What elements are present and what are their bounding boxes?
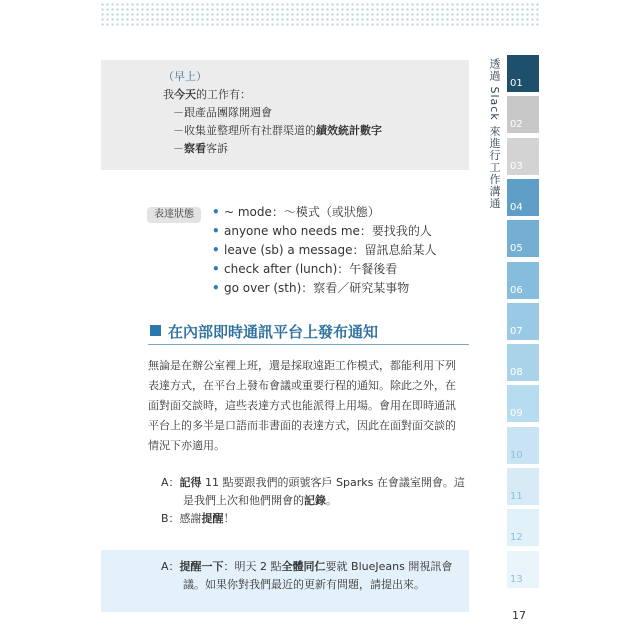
task-item: －察看客訴 — [173, 142, 228, 155]
expression-item: • check after (lunch)：午餐後看 — [212, 262, 398, 276]
chapter-tab-08[interactable] — [507, 344, 539, 381]
expression-item: • go over (sth)：察看／研究某事物 — [212, 281, 410, 295]
dialogue-box-1 — [101, 466, 469, 536]
chapter-tab-label: 06 — [510, 285, 523, 296]
chapter-title: 透過 Slack 來進行工作溝通 — [488, 58, 501, 210]
chapter-tab-02[interactable] — [507, 96, 539, 133]
chapter-tab-label: 03 — [510, 161, 523, 172]
chapter-tab-label: 09 — [510, 408, 523, 419]
chapter-tab-04[interactable] — [507, 179, 539, 216]
chapter-tab-label: 01 — [510, 78, 523, 89]
dialogue-line: B：感謝提醒！ — [161, 512, 235, 525]
chapter-tab-label: 10 — [510, 450, 523, 461]
expression-item: • leave (sb) a message：留訊息給某人 — [212, 243, 437, 257]
chapter-tab-05[interactable] — [507, 220, 539, 257]
task-item: －跟產品團隊開週會 — [173, 106, 272, 119]
task-item: －收集並整理所有社群渠道的績效統計數字 — [173, 124, 382, 137]
chapter-tab-13[interactable] — [507, 551, 539, 588]
chapter-tab-07[interactable] — [507, 303, 539, 340]
morning-intro: 我今天的工作有： — [163, 88, 251, 101]
chapter-tab-11[interactable] — [507, 468, 539, 505]
chapter-tab-09[interactable] — [507, 385, 539, 422]
chapter-tab-10[interactable] — [507, 427, 539, 464]
morning-heading: （早上） — [163, 70, 207, 83]
expression-item: • anyone who needs me：要找我的人 — [212, 224, 432, 238]
chapter-tab-label: 13 — [510, 574, 523, 585]
section-paragraph: 無論是在辦公室裡上班，還是採取遠距工作模式，都能利用下列 表達方式，在平台上發布會議或重要行程的通知。除此之外，在 面對面交談時，這些表達方式也能派得上用場。會用在即時通訊 平台上的多半是口語而非書面的表達方式，因此在面對面交談的 情況下亦適用。 — [148, 359, 456, 452]
chapter-tab-label: 02 — [510, 119, 523, 130]
chapter-tab-label: 08 — [510, 367, 523, 378]
section-divider — [148, 344, 469, 345]
header-dot-pattern — [100, 2, 540, 26]
chapter-tab-03[interactable] — [507, 138, 539, 175]
dialogue-line: A：記得 11 點要跟我們的頭號客戶 Sparks 在會議室開會。這 — [161, 476, 465, 489]
dialogue-line: A：提醒一下：明天 2 點全體同仁要就 BlueJeans 開視訊會 — [161, 560, 453, 573]
chapter-tab-label: 05 — [510, 243, 523, 254]
chapter-tab-12[interactable] — [507, 509, 539, 546]
chapter-tab-label: 07 — [510, 326, 523, 337]
square-bullet-icon — [150, 325, 161, 336]
dialogue-line: 是我們上次和他們開會的記錄。 — [183, 494, 337, 507]
chapter-tab-label: 04 — [510, 202, 523, 213]
morning-tasks-box — [101, 60, 469, 170]
dialogue-box-2 — [101, 550, 469, 612]
chapter-tab-06[interactable] — [507, 262, 539, 299]
chapter-tab-label: 11 — [510, 491, 523, 502]
page-number: 17 — [512, 609, 526, 622]
section-title: 在內部即時通訊平台上發布通知 — [168, 323, 379, 341]
chapter-tab-label: 12 — [510, 532, 523, 543]
dialogue-line: 議。如果你對我們最近的更新有問題，請提出來。 — [183, 578, 425, 591]
chapter-tab-01[interactable] — [507, 55, 539, 92]
expression-item: • ~ mode：～模式（或狀態） — [212, 205, 380, 219]
expression-tag: 表達狀態 — [147, 207, 201, 223]
